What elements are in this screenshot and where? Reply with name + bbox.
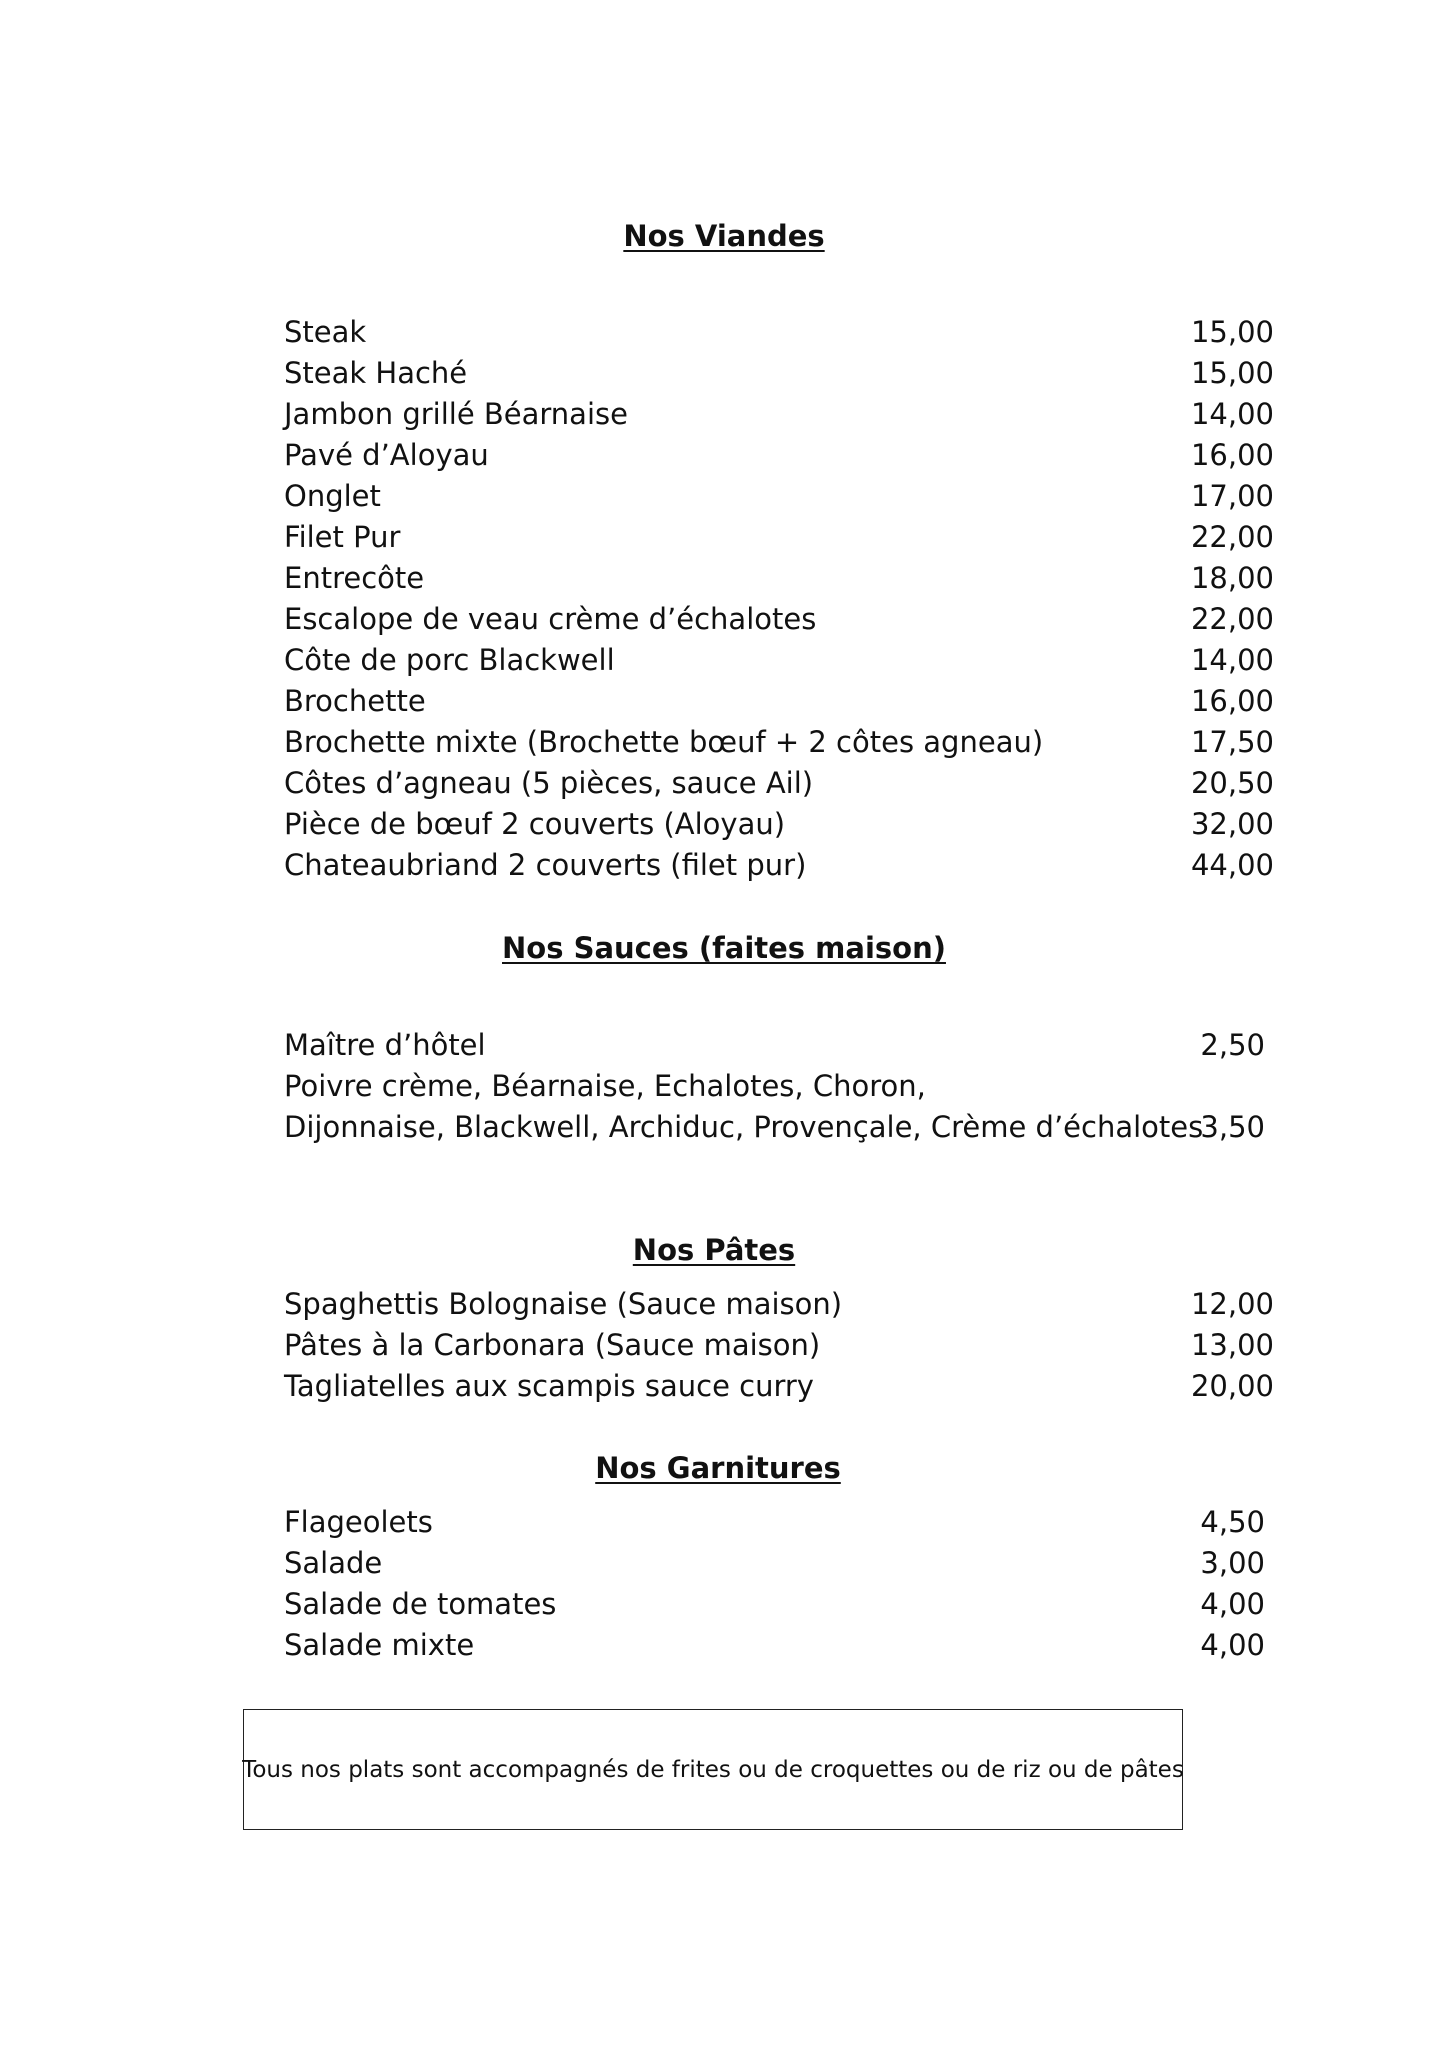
- menu-item: [284, 1366, 1274, 1407]
- item-price: 18,00: [1190, 561, 1274, 595]
- item-price: 22,00: [1190, 602, 1274, 636]
- menu-item: [284, 1543, 1274, 1584]
- item-price: 14,00: [1190, 397, 1274, 431]
- menu-item: [284, 1625, 1274, 1666]
- item-price: 3,50: [1200, 1110, 1265, 1144]
- item-price: 16,00: [1190, 438, 1274, 472]
- menu-item: [284, 1584, 1274, 1625]
- item-price: 14,00: [1190, 643, 1274, 677]
- meats-list: [284, 312, 1274, 886]
- item-price: 32,00: [1190, 807, 1274, 841]
- accompaniment-note-text: Tous nos plats sont accompagnés de frites ou de croquettes ou de riz ou de pâtes: [242, 1756, 1184, 1783]
- menu-item: [284, 722, 1274, 763]
- pasta-list: [284, 1284, 1274, 1407]
- menu-item: [284, 394, 1274, 435]
- menu-item: [284, 476, 1274, 517]
- item-price: 4,50: [1200, 1505, 1265, 1539]
- item-price: 4,00: [1200, 1628, 1265, 1662]
- item-price: 3,00: [1200, 1546, 1265, 1580]
- item-name: Onglet: [284, 479, 381, 513]
- section-title-sides: Nos Garnitures: [595, 1451, 841, 1485]
- menu-item: [284, 804, 1274, 845]
- item-price: 20,50: [1190, 766, 1274, 800]
- item-name: Filet Pur: [284, 520, 401, 554]
- item-name: Salade: [284, 1546, 383, 1580]
- menu-item: [284, 681, 1274, 722]
- item-name: Chateaubriand 2 couverts (filet pur): [284, 848, 807, 882]
- item-name: Dijonnaise, Blackwell, Archiduc, Provençale, Crème d’échalotes: [284, 1110, 1204, 1144]
- item-price: 2,50: [1200, 1028, 1265, 1062]
- item-name: Pavé d’Aloyau: [284, 438, 489, 472]
- menu-item: [284, 763, 1274, 804]
- item-name: Poivre crème, Béarnaise, Echalotes, Choron,: [284, 1069, 926, 1103]
- item-price: 44,00: [1190, 848, 1274, 882]
- item-name: Brochette: [284, 684, 426, 718]
- section-title-pasta: Nos Pâtes: [632, 1233, 796, 1267]
- item-price: 13,00: [1190, 1328, 1274, 1362]
- item-name: Côte de porc Blackwell: [284, 643, 615, 677]
- item-name: Côtes d’agneau (5 pièces, sauce Ail): [284, 766, 814, 800]
- menu-item: [284, 435, 1274, 476]
- item-price: 17,00: [1190, 479, 1274, 513]
- menu-item: [284, 1107, 1274, 1148]
- menu-item: [284, 558, 1274, 599]
- item-name: Brochette mixte (Brochette bœuf + 2 côtes agneau): [284, 725, 1044, 759]
- item-name: Maître d’hôtel: [284, 1028, 486, 1062]
- menu-item: [284, 1066, 1274, 1107]
- menu-item: [284, 1325, 1274, 1366]
- item-price: 12,00: [1190, 1287, 1274, 1321]
- item-name: Salade de tomates: [284, 1587, 557, 1621]
- accompaniment-note-box: [243, 1709, 1183, 1830]
- menu-item: [284, 845, 1274, 886]
- menu-item: [284, 1025, 1274, 1066]
- menu-item: [284, 1502, 1274, 1543]
- item-price: 17,50: [1190, 725, 1274, 759]
- item-name: Flageolets: [284, 1505, 433, 1539]
- item-name: Tagliatelles aux scampis sauce curry: [284, 1369, 814, 1403]
- item-price: 16,00: [1190, 684, 1274, 718]
- section-title-sauces: Nos Sauces (faites maison): [502, 931, 946, 965]
- menu-item: [284, 599, 1274, 640]
- sauces-list: [284, 1025, 1274, 1148]
- item-price: 22,00: [1190, 520, 1274, 554]
- item-price: 15,00: [1190, 356, 1274, 390]
- menu-item: [284, 1284, 1274, 1325]
- item-name: Jambon grillé Béarnaise: [284, 397, 628, 431]
- item-name: Escalope de veau crème d’échalotes: [284, 602, 817, 636]
- item-name: Steak: [284, 315, 367, 349]
- item-price: 4,00: [1200, 1587, 1265, 1621]
- item-name: Salade mixte: [284, 1628, 475, 1662]
- item-price: 15,00: [1190, 315, 1274, 349]
- menu-item: [284, 640, 1274, 681]
- item-name: Steak Haché: [284, 356, 468, 390]
- item-price: 20,00: [1190, 1369, 1274, 1403]
- menu-item: [284, 517, 1274, 558]
- item-name: Entrecôte: [284, 561, 425, 595]
- item-name: Pâtes à la Carbonara (Sauce maison): [284, 1328, 821, 1362]
- section-title-meats: Nos Viandes: [623, 219, 825, 253]
- sides-list: [284, 1502, 1274, 1666]
- menu-item: [284, 353, 1274, 394]
- item-name: Spaghettis Bolognaise (Sauce maison): [284, 1287, 843, 1321]
- menu-item: [284, 312, 1274, 353]
- item-name: Pièce de bœuf 2 couverts (Aloyau): [284, 807, 786, 841]
